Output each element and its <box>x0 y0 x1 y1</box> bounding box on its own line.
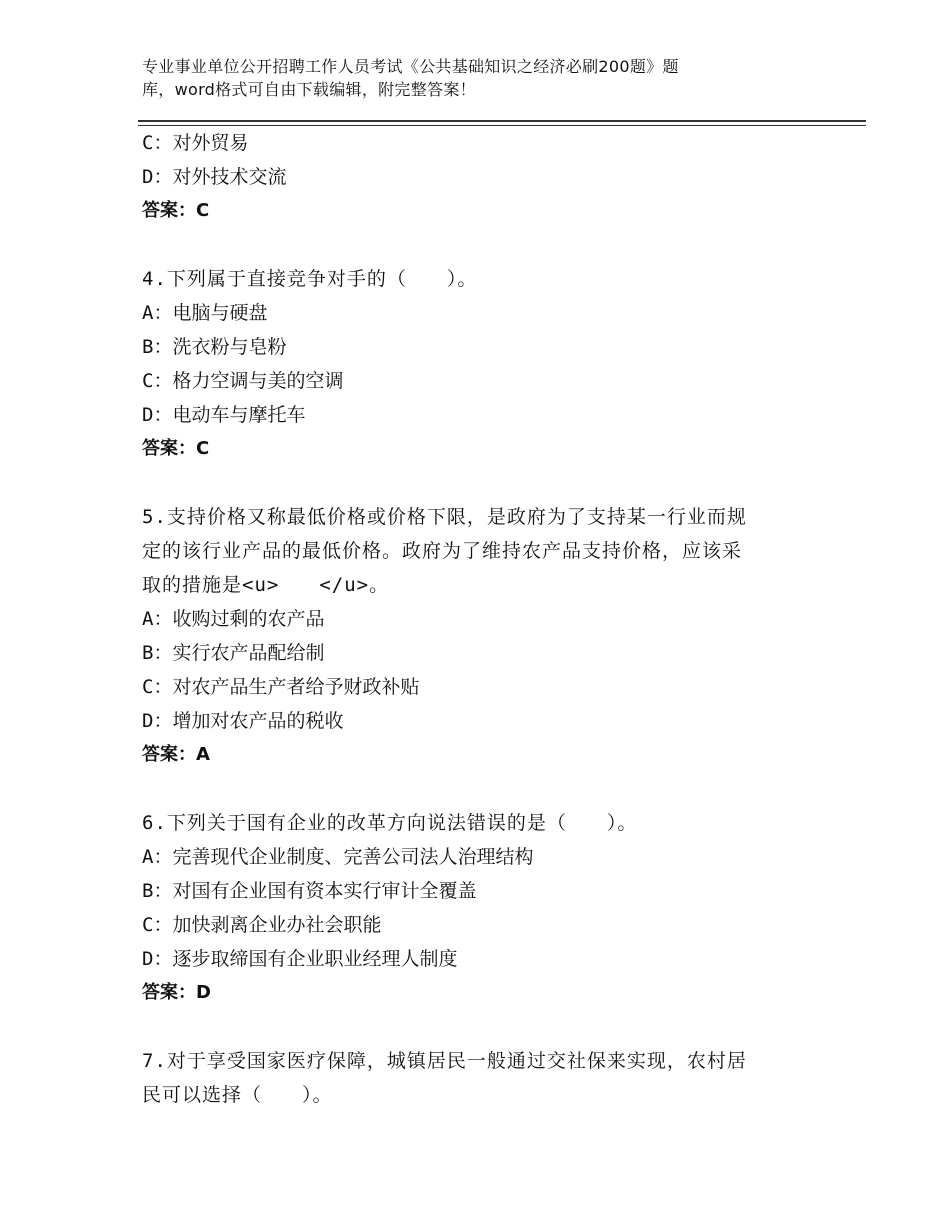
question-4 <box>142 262 802 466</box>
question-5 <box>142 500 802 772</box>
answer-line: 答案：C <box>142 438 210 459</box>
question-stem: 4.下列属于直接竞争对手的（ ）。 <box>142 268 478 290</box>
question-3-partial <box>142 126 802 228</box>
question-stem-line-1: 5.支持价格又称最低价格或价格下限，是政府为了支持某一行业而规 <box>142 506 747 528</box>
option-b: B：洗衣粉与皂粉 <box>142 336 287 358</box>
question-list <box>142 126 802 1112</box>
option-d: D：逐步取缔国有企业职业经理人制度 <box>142 948 458 970</box>
option-b: B：对国有企业国有资本实行审计全覆盖 <box>142 880 477 902</box>
option-d: D：对外技术交流 <box>142 166 287 188</box>
option-c: C：对外贸易 <box>142 132 249 154</box>
document-header <box>142 55 782 101</box>
question-7 <box>142 1044 802 1112</box>
spacer <box>142 1010 802 1044</box>
option-d: D：增加对农产品的税收 <box>142 710 344 732</box>
option-d: D：电动车与摩托车 <box>142 404 306 426</box>
answer-line: 答案：A <box>142 744 210 765</box>
option-a: A：收购过剩的农产品 <box>142 608 325 630</box>
question-stem-line-1: 7.对于享受国家医疗保障，城镇居民一般通过交社保来实现，农村居 <box>142 1050 747 1072</box>
header-line-2: 库，word格式可自由下载编辑，附完整答案！ <box>142 80 476 99</box>
option-a: A：电脑与硬盘 <box>142 302 268 324</box>
question-6 <box>142 806 802 1010</box>
header-rule-thick <box>138 120 866 122</box>
question-stem-line-2: 民可以选择（ ）。 <box>142 1084 333 1106</box>
spacer <box>142 772 802 806</box>
question-stem-line-2: 定的该行业产品的最低价格。政府为了维持农产品支持价格，应该采 <box>142 540 743 562</box>
answer-line: 答案：D <box>142 982 211 1003</box>
option-a: A：完善现代企业制度、完善公司法人治理结构 <box>142 846 534 868</box>
question-stem-line-3: 取的措施是<u> </u>。 <box>142 574 390 596</box>
header-line-1: 专业事业单位公开招聘工作人员考试《公共基础知识之经济必刷200题》题 <box>142 57 679 76</box>
answer-line: 答案：C <box>142 200 210 221</box>
question-stem: 6.下列关于国有企业的改革方向说法错误的是（ ）。 <box>142 812 638 834</box>
option-b: B：实行农产品配给制 <box>142 642 325 664</box>
spacer <box>142 228 802 262</box>
spacer <box>142 466 802 500</box>
option-c: C：对农产品生产者给予财政补贴 <box>142 676 420 698</box>
option-c: C：加快剥离企业办社会职能 <box>142 914 382 936</box>
option-c: C：格力空调与美的空调 <box>142 370 344 392</box>
